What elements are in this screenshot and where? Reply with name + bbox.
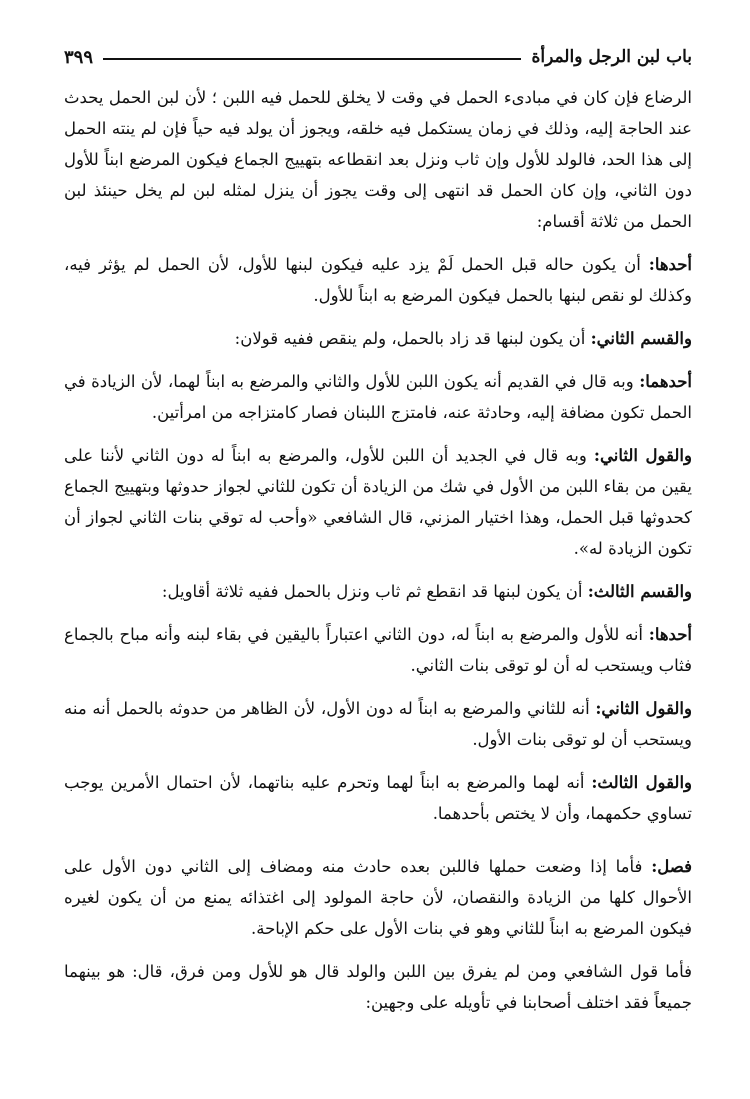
chapter-title: باب لبن الرجل والمرأة (531, 47, 692, 67)
paragraph-lead: والقول الثاني: (595, 699, 692, 718)
paragraph: والقول الثاني: أنه للثاني والمرضع به ابناً له دون الأول، لأن الظاهر من حدوثه بالحمل أنه منه ويستحب أن لو توقى بنات الأول. (64, 699, 692, 749)
body-text (64, 82, 692, 1018)
paragraph-lead: أحدها: (648, 625, 692, 644)
paragraph: والقول الثالث: أنه لهما والمرضع به ابناً لهما وتحرم عليه بناتهما، لأن احتمال الأمرين يوجب تساوي حكمهما، وأن لا يختص بأحدهما. (64, 773, 693, 823)
paragraph-lead: والقسم الثاني: (590, 329, 692, 348)
section-lead: فصل: (651, 857, 692, 876)
paragraph: أحدها: أن يكون حاله قبل الحمل لَمْ يزد عليه فيكون لبنها للأول، لأن الحمل لم يؤثر فيه، وكذلك لو نقص لبنها بالحمل فيكون المرضع به ابناً للأول. (64, 255, 692, 305)
paragraph-lead: والقول الثاني: (593, 446, 692, 465)
paragraph: فأما قول الشافعي ومن لم يفرق بين اللبن والولد قال هو للأول ومن فرق، قال: هو بينهما جميعاً فقد اختلف أصحابنا في تأويله على وجهين: (64, 962, 692, 1012)
paragraph: والقول الثاني: وبه قال في الجديد أن اللبن للأول، والمرضع به ابناً له دون الثاني لأننا على يقين من بقاء اللبن من الأول في شك من الزيادة أن تكون للثاني لجواز حدوثها وبتهييج الجماع كحدوثها قبل الحمل، وهذا اختيار المزني، قال الشافعي «وأحب له توقي بنات الثاني لجواز أن تكون الزيادة له». (64, 446, 692, 558)
section-paragraph: فصل: فأما إذا وضعت حملها فاللبن بعده حادث منه ومضاف إلى الثاني دون الأول على الأحوال كلها من الزيادة والنقصان، لأن حاجة المولود إلى اغتذائه يمنع من أن يكون لغيره فيكون المرضع به ابناً للثاني وهو في بنات الأول على حكم الإباحة. (64, 857, 692, 938)
paragraph: أحدهما: وبه قال في القديم أنه يكون اللبن للأول والثاني والمرضع به ابناً لهما، لأن الزيادة في الحمل تكون مضافة إليه، وحادثة عنه، فامتزج اللبنان فصار كامتزاجه من امرأتين. (64, 372, 692, 422)
paragraph: والقسم الثالث: أن يكون لبنها قد انقطع ثم ثاب ونزل بالحمل ففيه ثلاثة أقاويل: (161, 582, 692, 601)
page-header (64, 40, 692, 74)
header-rule (103, 58, 521, 60)
page-number: ٣٩٩ (64, 46, 94, 68)
paragraph-lead: أحدهما: (639, 372, 692, 391)
paragraph-lead: أحدها: (648, 255, 692, 274)
paragraph: الرضاع فإن كان في مبادىء الحمل في وقت لا يخلق للحمل فيه اللبن ؛ لأن لبن الحمل يحدث عند الحاجة إليه، وذلك في زمان يستكمل فيه خلقه، ويجوز أن يولد فيه حياً فإن لم ينته الحمل إلى هذا الحد، فالولد للأول وإن ثاب ونزل بعد انقطاعه بتهييج الجماع فيكون المرضع ابناً للأول دون الثاني، وإن كان الحمل قد انتهى إلى وقت يجوز أن ينزل لمثله لبن لم يخل حينئذ لبن الحمل من ثلاثة أقسام: (64, 88, 692, 231)
paragraph: والقسم الثاني: أن يكون لبنها قد زاد بالحمل، ولم ينقص ففيه قولان: (234, 329, 692, 348)
paragraph-lead: والقول الثالث: (591, 773, 693, 792)
paragraph-lead: والقسم الثالث: (587, 582, 692, 601)
paragraph: أحدها: أنه للأول والمرضع به ابناً له، دون الثاني اعتباراً باليقين في بقاء لبنه وأنه مباح بالجماع فثاب ويستحب له أن لو توقى بنات الثاني. (64, 625, 692, 675)
